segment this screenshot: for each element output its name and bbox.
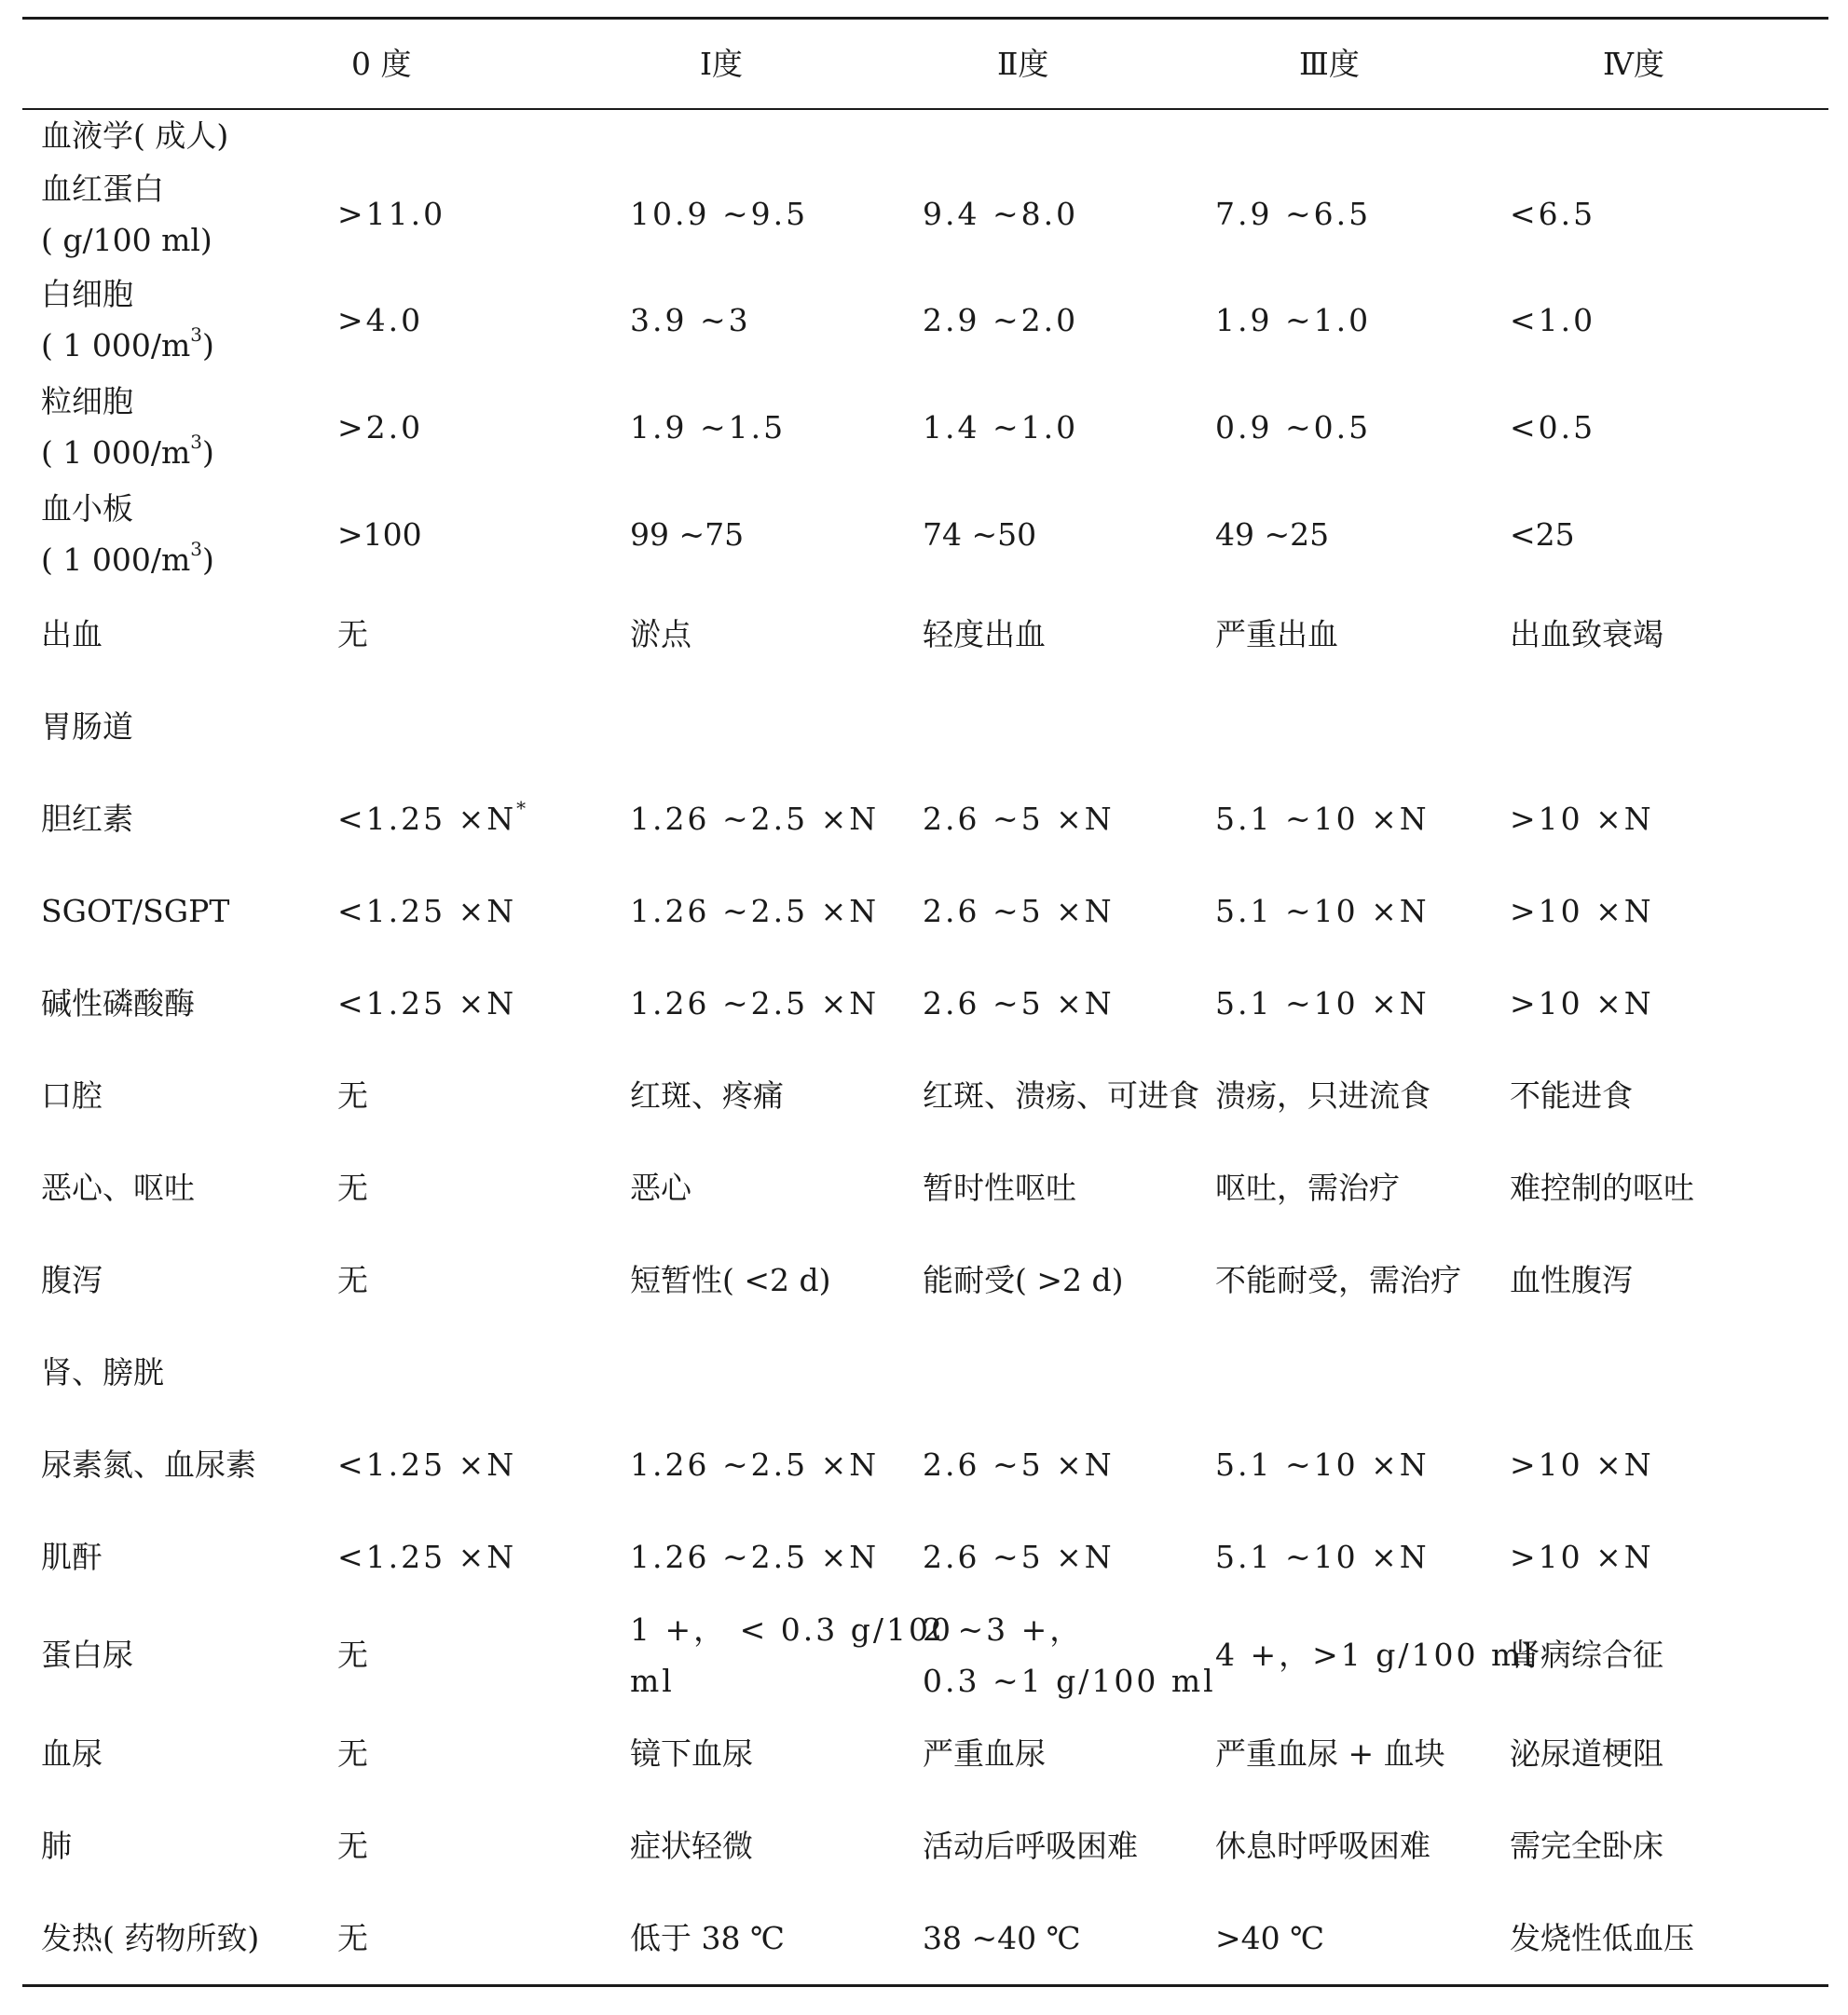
- cell-grade-0: 无: [337, 1076, 368, 1114]
- header-cell-item: [22, 20, 319, 108]
- table-row-diarrhea: [22, 1234, 1828, 1326]
- cell-grade-1: 99 ~75: [630, 515, 745, 553]
- table-row-bleeding: [22, 588, 1828, 680]
- cell-grade-2: 2.9 ~2.0: [923, 301, 1079, 338]
- cell-grade-3: 1.9 ~1.0: [1215, 301, 1372, 338]
- cell-grade-3: 不能耐受，需治疗: [1215, 1261, 1461, 1298]
- row-label-line1: 粒细胞: [41, 383, 133, 419]
- cell-grade-1: 恶心: [630, 1169, 691, 1206]
- header-cell-grade-1: Ⅰ度: [700, 46, 744, 82]
- cell-grade-4: 需完全卧床: [1510, 1827, 1663, 1864]
- cell-grade-2: 暂时性呕吐: [923, 1169, 1076, 1206]
- cell-grade-1: 1.26 ~2.5 ×N: [630, 1538, 880, 1575]
- row-label-line2: [41, 427, 319, 478]
- row-label: 胆红素: [41, 800, 133, 837]
- cell-line1: 2 ~3 +，: [923, 1611, 1084, 1648]
- cell-grade-0: 无: [337, 1919, 368, 1956]
- cell-grade-2: 2.6 ~5 ×N: [923, 1538, 1115, 1575]
- unit-close: ): [201, 327, 214, 363]
- table-row-hemoglobin: [22, 162, 1828, 267]
- cell-grade-1: 低于 38 ℃: [630, 1919, 785, 1956]
- unit-superscript: 3: [190, 323, 202, 346]
- cell-grade-3: 严重出血: [1215, 615, 1338, 652]
- row-label: 发热( 药物所致): [41, 1919, 260, 1956]
- cell-grade-4: <25: [1510, 515, 1575, 553]
- cell-grade-1: 1.26 ~2.5 ×N: [630, 800, 880, 837]
- unit-text: ( 1 000/m: [41, 327, 191, 363]
- cell-grade-2: 轻度出血: [923, 615, 1046, 652]
- header-cell-grade-0: 0 度: [351, 46, 412, 82]
- row-label: 出血: [41, 615, 103, 652]
- section-label: 肾、膀胱: [41, 1353, 164, 1391]
- cell-grade-1: 红斑、疼痛: [630, 1076, 784, 1114]
- cell-grade-1: 1.26 ~2.5 ×N: [630, 892, 880, 929]
- table-row-bun: [22, 1419, 1828, 1511]
- cell-grade-3: 5.1 ~10 ×N: [1215, 984, 1430, 1021]
- cell-grade-2: 9.4 ~8.0: [923, 196, 1079, 232]
- cell-grade-4: 难控制的呕吐: [1510, 1169, 1694, 1206]
- cell-line2: ml: [630, 1662, 675, 1699]
- cell-grade-4: 不能进食: [1510, 1076, 1633, 1114]
- row-label: [22, 481, 319, 588]
- table-row-creatinine: [22, 1511, 1828, 1603]
- row-label: 口腔: [41, 1076, 103, 1114]
- cell-grade-2: 活动后呼吸困难: [923, 1827, 1138, 1864]
- cell-grade-0: <1.25 ×N: [337, 984, 517, 1021]
- cell-grade-4: >10 ×N: [1510, 1446, 1654, 1483]
- cell-grade-4: <1.0: [1510, 301, 1596, 338]
- cell-grade-3: 4 +，>1 g/100 ml: [1215, 1637, 1536, 1673]
- cell-grade-1: [611, 1603, 953, 1707]
- cell-grade-0: >11.0: [337, 196, 446, 232]
- cell-grade-1: 镜下血尿: [630, 1734, 753, 1772]
- row-label-line2: [41, 534, 319, 585]
- cell-grade-4: 出血致衰竭: [1510, 615, 1663, 652]
- cell-line1: 1 +， < 0.3 g/100: [630, 1611, 953, 1648]
- cell-grade-4: >10 ×N: [1510, 892, 1654, 929]
- cell-grade-1: 1.9 ~1.5: [630, 408, 787, 445]
- cell-grade-0: 无: [337, 1827, 368, 1864]
- cell-grade-1: 1.26 ~2.5 ×N: [630, 1446, 880, 1483]
- unit-close: ): [201, 434, 214, 471]
- table-row-oral: [22, 1049, 1828, 1142]
- cell-grade-4: >10 ×N: [1510, 1538, 1654, 1575]
- header-cell-grade-3: Ⅲ度: [1299, 46, 1360, 82]
- cell-grade-3: 7.9 ~6.5: [1215, 196, 1372, 232]
- cell-grade-2: 38 ~40 ℃: [923, 1919, 1081, 1956]
- cell-grade-4: >10 ×N: [1510, 984, 1654, 1021]
- cell-grade-2: 2.6 ~5 ×N: [923, 984, 1115, 1021]
- cell-grade-3: 49 ~25: [1215, 515, 1330, 553]
- cell-grade-2: 74 ~50: [923, 515, 1037, 553]
- table-bottom-rule: [22, 1984, 1828, 1987]
- row-label: 血尿: [41, 1734, 103, 1772]
- table-row-alkaline-phosphatase: [22, 957, 1828, 1049]
- unit-close: ): [201, 541, 214, 578]
- row-label: 肌酐: [41, 1538, 103, 1575]
- cell-grade-2: 红斑、溃疡、可进食: [923, 1076, 1199, 1114]
- cell-grade-1: 短暂性( <2 d): [630, 1261, 831, 1298]
- table-row-fever: [22, 1892, 1828, 1984]
- cell-grade-3: 0.9 ~0.5: [1215, 408, 1372, 445]
- cell-grade-2: [904, 1603, 1216, 1707]
- table-row-proteinuria: [22, 1603, 1828, 1707]
- table-row-bilirubin: [22, 773, 1828, 865]
- cell-grade-0: <1.25 ×N: [337, 1446, 517, 1483]
- cell-grade-3: 5.1 ~10 ×N: [1215, 1538, 1430, 1575]
- table-row-wbc: [22, 267, 1828, 374]
- cell-line2: 0.3 ~1 g/100 ml: [923, 1662, 1216, 1699]
- cell-grade-3: >40 ℃: [1215, 1919, 1325, 1956]
- row-label-line1: 血小板: [41, 490, 133, 527]
- cell-grade-4: 血性腹泻: [1510, 1261, 1633, 1298]
- cell-grade-2: 能耐受( >2 d): [923, 1261, 1124, 1298]
- cell-grade-0: <1.25 ×N: [337, 1538, 517, 1575]
- cell-grade-0: >100: [337, 515, 422, 553]
- row-label: [22, 162, 319, 267]
- row-label: SGOT/SGPT: [41, 892, 230, 929]
- cell-grade-4: <6.5: [1510, 196, 1596, 232]
- cell-grade-0: [319, 773, 611, 865]
- unit-text: ( 1 000/m: [41, 434, 191, 471]
- toxicity-grading-table: [22, 17, 1828, 1987]
- row-label: [22, 267, 319, 374]
- row-label: 恶心、呕吐: [41, 1169, 195, 1206]
- row-label-line2: ( g/100 ml): [41, 221, 212, 258]
- footnote-marker: *: [516, 796, 529, 819]
- cell-grade-1: 10.9 ~9.5: [630, 196, 809, 232]
- table-row-lung: [22, 1800, 1828, 1892]
- cell-grade-3: 5.1 ~10 ×N: [1215, 892, 1430, 929]
- cell-grade-0: 无: [337, 1637, 368, 1673]
- cell-grade-0: >4.0: [337, 301, 424, 338]
- cell-grade-3: 呕吐，需治疗: [1215, 1169, 1400, 1206]
- cell-value: <1.25 ×N: [337, 800, 517, 837]
- cell-grade-0: 无: [337, 1734, 368, 1772]
- cell-grade-0: <1.25 ×N: [337, 892, 517, 929]
- cell-grade-4: 肾病综合征: [1510, 1637, 1663, 1673]
- row-label: 蛋白尿: [41, 1637, 133, 1673]
- row-label: 腹泻: [41, 1261, 103, 1298]
- header-row: [22, 20, 1828, 108]
- cell-grade-3: 5.1 ~10 ×N: [1215, 800, 1430, 837]
- row-label: 碱性磷酸酶: [41, 984, 195, 1021]
- header-cell-grade-2: Ⅱ度: [997, 46, 1049, 82]
- section-row-hematology: [22, 110, 1828, 162]
- cell-grade-2: 2.6 ~5 ×N: [923, 892, 1115, 929]
- cell-grade-0: 无: [337, 1261, 368, 1298]
- section-row-renal: [22, 1326, 1828, 1419]
- row-label-line2: [41, 320, 319, 371]
- cell-grade-1: 1.26 ~2.5 ×N: [630, 984, 880, 1021]
- cell-grade-2: 1.4 ~1.0: [923, 408, 1079, 445]
- section-label: 胃肠道: [41, 707, 133, 745]
- table-row-nausea-vomiting: [22, 1142, 1828, 1234]
- cell-grade-4: >10 ×N: [1510, 800, 1654, 837]
- table-row-platelet: [22, 481, 1828, 588]
- table-row-granulocyte: [22, 374, 1828, 481]
- table-row-hematuria: [22, 1707, 1828, 1800]
- unit-superscript: 3: [190, 431, 202, 453]
- cell-grade-0: 无: [337, 615, 368, 652]
- cell-grade-0: >2.0: [337, 408, 424, 445]
- cell-grade-3: 5.1 ~10 ×N: [1215, 1446, 1430, 1483]
- cell-grade-4: 泌尿道梗阻: [1510, 1734, 1663, 1772]
- row-label: 肺: [41, 1827, 72, 1864]
- row-label: 尿素氮、血尿素: [41, 1446, 256, 1483]
- cell-grade-2: 严重血尿: [923, 1734, 1046, 1772]
- cell-grade-2: 2.6 ~5 ×N: [923, 1446, 1115, 1483]
- table-row-sgot-sgpt: [22, 865, 1828, 957]
- cell-grade-3: 溃疡，只进流食: [1215, 1076, 1430, 1114]
- cell-grade-4: <0.5: [1510, 408, 1596, 445]
- cell-grade-3: 休息时呼吸困难: [1215, 1827, 1430, 1864]
- header-cell-grade-4: Ⅳ度: [1603, 46, 1664, 82]
- cell-grade-1: 3.9 ~3: [630, 301, 751, 338]
- row-label-line1: 血红蛋白: [41, 170, 164, 207]
- unit-superscript: 3: [190, 538, 202, 560]
- section-row-gi: [22, 680, 1828, 773]
- cell-grade-1: 淤点: [630, 615, 691, 652]
- unit-text: ( 1 000/m: [41, 541, 191, 578]
- cell-grade-2: 2.6 ~5 ×N: [923, 800, 1115, 837]
- cell-grade-0: 无: [337, 1169, 368, 1206]
- section-label: 血液学( 成人): [41, 117, 229, 154]
- cell-grade-3: 严重血尿 + 血块: [1215, 1734, 1445, 1772]
- row-label: [22, 374, 319, 481]
- row-label-line1: 白细胞: [41, 276, 133, 312]
- cell-grade-4: 发烧性低血压: [1510, 1919, 1694, 1956]
- cell-grade-1: 症状轻微: [630, 1827, 753, 1864]
